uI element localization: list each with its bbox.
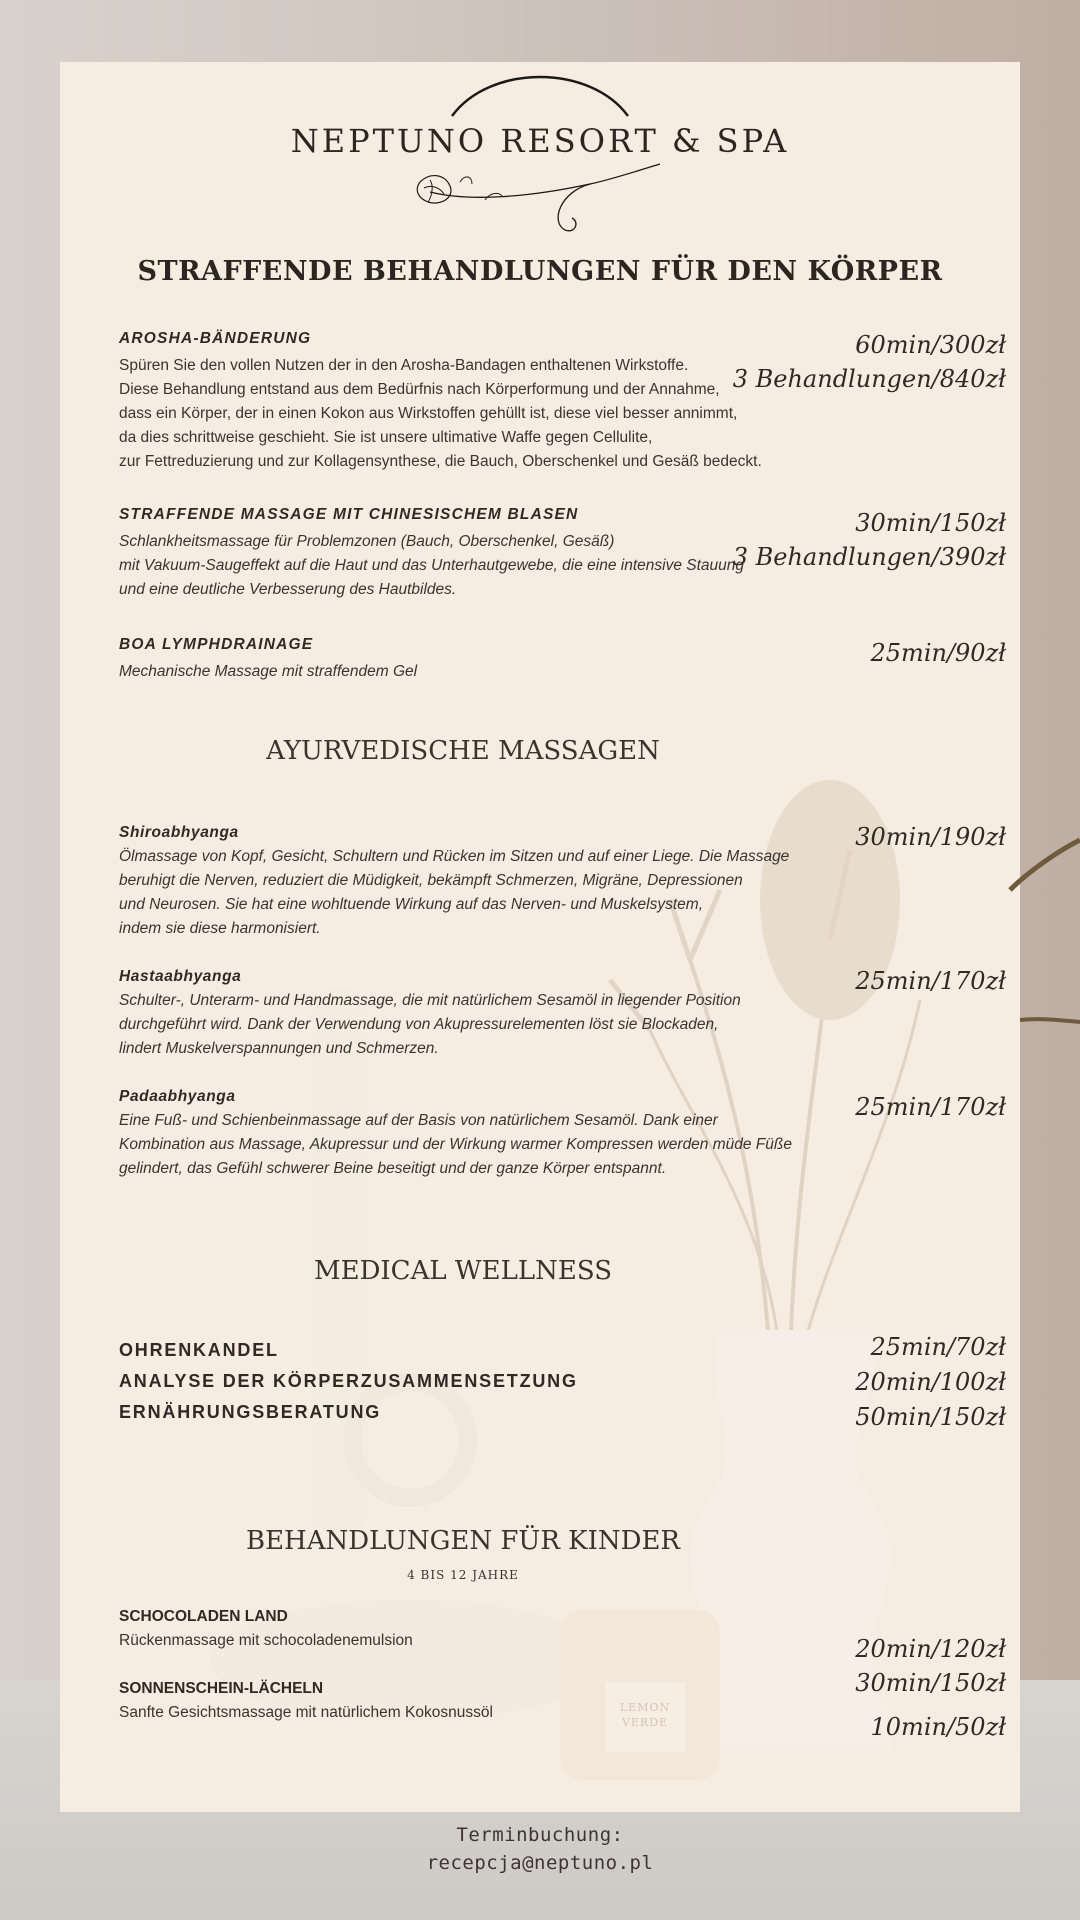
logo-arc-icon: [450, 72, 630, 118]
item-desc-chocolate-land: Rückenmassage mit schocoladenemulsion: [119, 1632, 413, 1649]
kids-price-1: 20min/120zł: [855, 1635, 1006, 1663]
item-price-padaabhyanga: 25min/170zł: [855, 1093, 1006, 1121]
brand-title: NEPTUNO RESORT & SPA: [290, 122, 790, 160]
item-title-boa: BOA LYMPHDRAINAGE: [119, 636, 314, 653]
section-heading-body: STRAFFENDE BEHANDLUNGEN FÜR DEN KÖRPER: [137, 256, 943, 287]
flower-flourish-icon: [410, 162, 670, 234]
section-subheading-kids: 4 BIS 12 JAHRE: [407, 1568, 519, 1582]
kids-price-2: 30min/150zł: [855, 1669, 1006, 1697]
item-price-chinese-cupping: 30min/150zł 3 Behandlungen/390zł: [732, 509, 1006, 571]
section-heading-ayurveda: AYURVEDISCHE MASSAGEN: [266, 736, 660, 766]
item-desc-arosha: Spüren Sie den vollen Nutzen der in den Arosha-Bandagen enthaltenen Wirkstoffe. Diese Behandlung entstand aus dem Bedürfnis nach Körperformung und der Annahme, dass ein Körper, der in einen Kokon aus Wirkstoffen gehüllt ist, diese viel besser annimmt, da dies schrittweise geschieht. Sie ist unsere ultimative Waffe gegen Cellulite, zur Fettreduzierung und zur Kollagensynthese, die Bauch, Oberschenkel und Gesäß bedeckt.: [119, 357, 762, 470]
item-price-nutrition: 50min/150zł: [855, 1403, 1006, 1431]
item-desc-boa: Mechanische Massage mit straffendem Gel: [119, 663, 418, 680]
item-title-nutrition: ERNÄHRUNGSBERATUNG: [119, 1402, 382, 1422]
item-desc-sunshine-smile: Sanfte Gesichtsmassage mit natürlichem Kokosnussöl: [119, 1704, 493, 1721]
item-desc-hastaabhyanga: Schulter-, Unterarm- und Handmassage, die mit natürlichem Sesamöl in liegender Position durchgeführt wird. Dank der Verwendung von Akupressurelementen löst sie Blockaden, lindert Muskelverspannungen und Schmerzen.: [119, 992, 741, 1057]
item-price-arosha: 60min/300zł 3 Behandlungen/840zł: [732, 331, 1006, 393]
item-title-arosha: AROSHA-BÄNDERUNG: [119, 330, 312, 347]
item-title-sunshine-smile: SONNENSCHEIN-LÄCHELN: [119, 1680, 324, 1697]
item-desc-padaabhyanga: Eine Fuß- und Schienbeinmassage auf der Basis von natürlichem Sesamöl. Dank einer Kombination aus Massage, Akupressur und der Wirkung warmer Kompressen werden müde Füße gelindert, das Gefühl schwerer Beine beseitigt und der ganze Körper entspannt.: [119, 1112, 792, 1177]
section-heading-medical: MEDICAL WELLNESS: [313, 1256, 613, 1286]
jar-label: LEMON VERDE: [619, 1701, 671, 1729]
kids-price-3: 10min/50zł: [870, 1713, 1006, 1741]
item-price-body-analysis: 20min/100zł: [855, 1368, 1006, 1396]
item-desc-shiroabhyanga: Ölmassage von Kopf, Gesicht, Schultern und Rücken im Sitzen und auf einer Liege. Die Massage beruhigt die Nerven, reduziert die Müdigkeit, bekämpft Schmerzen, Migräne, Depressionen und Neurosen. Sie hat eine wohltuende Wirkung auf das Nerven- und Muskelsystem, indem sie diese harmonisiert.: [119, 848, 790, 937]
footer-email-link[interactable]: recepcja@neptuno.pl: [426, 1852, 654, 1874]
item-title-body-analysis: ANALYSE DER KÖRPERZUSAMMENSETZUNG: [119, 1371, 578, 1391]
footer-booking-label: Terminbuchung:: [456, 1824, 624, 1846]
item-price-shiroabhyanga: 30min/190zł: [855, 823, 1006, 851]
item-title-shiroabhyanga: Shiroabhyanga: [119, 824, 239, 841]
item-title-chocolate-land: SCHOCOLADEN LAND: [119, 1608, 288, 1625]
item-title-hastaabhyanga: Hastaabhyanga: [119, 968, 242, 985]
item-price-ohrenkandel: 25min/70zł: [870, 1333, 1006, 1361]
item-price-hastaabhyanga: 25min/170zł: [855, 967, 1006, 995]
item-price-boa: 25min/90zł: [870, 639, 1006, 667]
item-desc-chinese-cupping: Schlankheitsmassage für Problemzonen (Bauch, Oberschenkel, Gesäß) mit Vakuum-Saugeffekt auf die Haut und das Unterhautgewebe, die eine intensive Stauung und eine deutliche Verbesserung des Hautbildes.: [119, 533, 744, 598]
item-title-chinese-cupping: STRAFFENDE MASSAGE MIT CHINESISCHEM BLASEN: [119, 506, 579, 523]
item-title-ohrenkandel: OHRENKANDEL: [119, 1340, 279, 1360]
section-heading-kids: BEHANDLUNGEN FÜR KINDER: [245, 1526, 681, 1556]
item-title-padaabhyanga: Padaabhyanga: [119, 1088, 236, 1105]
